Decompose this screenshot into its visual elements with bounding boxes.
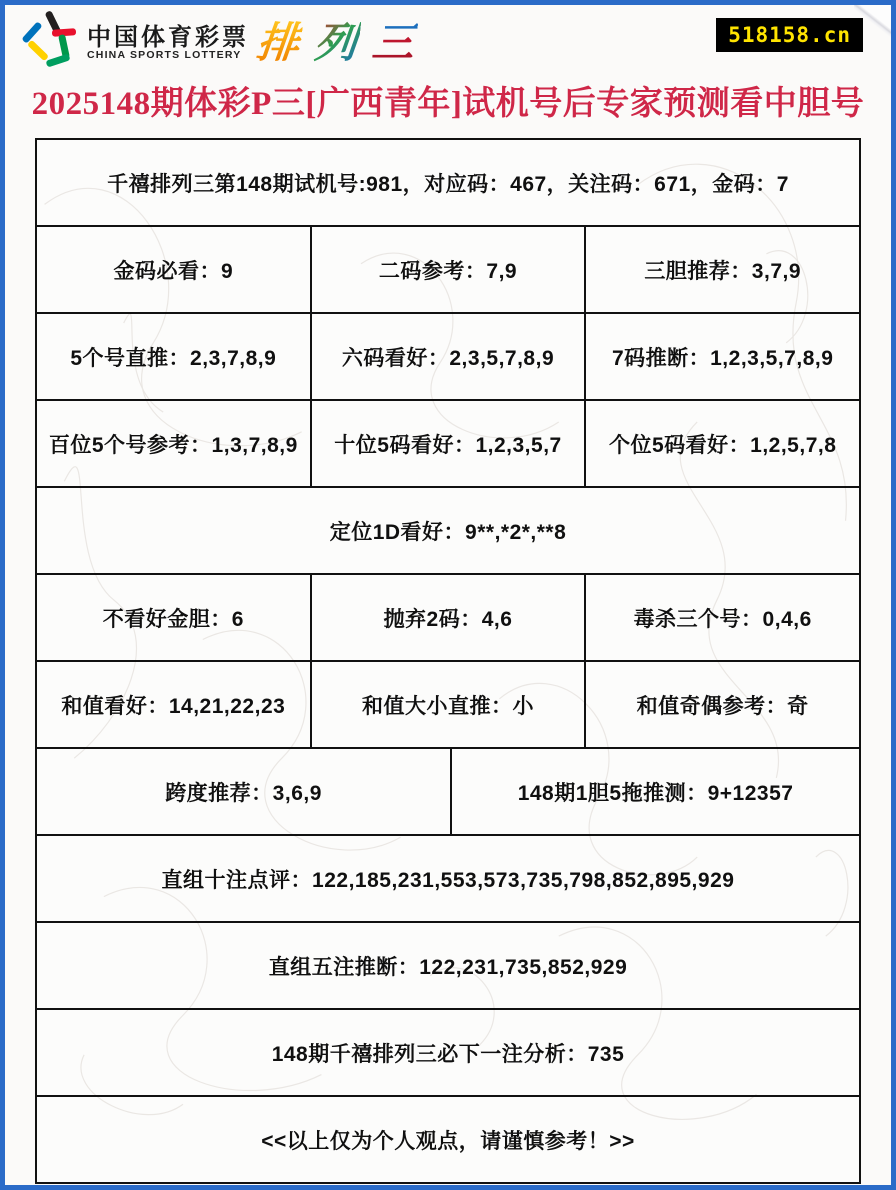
cell-seven-codes: 7码推断：1,2,3,5,7,8,9 (611, 346, 834, 370)
header (5, 5, 891, 75)
page-curl-decoration (854, 0, 896, 42)
cell-dan-tuo: 148期1胆5拖推测：9+12357 (517, 781, 794, 805)
table-row (37, 314, 859, 401)
cell-units: 个位5码看好：1,2,5,7,8 (608, 433, 837, 457)
cell-two-codes: 二码参考：7,9 (312, 227, 587, 312)
wordmark-char-2: 列 (312, 19, 362, 66)
table-row (37, 662, 859, 749)
cell-sum-size: 和值大小直推：小 (312, 662, 587, 747)
cell-kill-numbers: 毒杀三个号：0,4,6 (633, 607, 812, 631)
table-row (37, 401, 859, 488)
cell-six-codes: 六码看好：2,3,5,7,8,9 (312, 314, 587, 399)
cell-sum-parity: 和值奇偶参考：奇 (636, 694, 809, 718)
brand-name-en: CHINA SPORTS LOTTERY (87, 49, 242, 62)
cell-sum-values: 和值看好：14,21,22,23 (37, 662, 312, 747)
cell-five-picks: 直组五注推断：122,231,735,852,929 (268, 955, 628, 979)
site-url-badge: 518158.cn (716, 18, 863, 52)
china-sports-lottery-logo-icon (19, 16, 81, 70)
table-row (37, 575, 859, 662)
table-row-single-pick (37, 1010, 859, 1097)
cell-tens: 十位5码看好：1,2,3,5,7 (312, 401, 587, 486)
brand-name-cn: 中国体育彩票 (87, 23, 249, 51)
cell-gold-code: 金码必看：9 (37, 227, 312, 312)
cell-single-pick: 148期千禧排列三必下一注分析：735 (271, 1042, 625, 1066)
cell-discard-codes: 抛弃2码：4,6 (312, 575, 587, 660)
cell-three-dan: 三胆推荐：3,7,9 (644, 259, 802, 283)
page-title: 2025148期体彩P三[广西青年]试机号后专家预测看中胆号 (31, 86, 865, 122)
table-row-disclaimer (37, 1097, 859, 1182)
cell-ten-picks: 直组十注点评：122,185,231,553,573,735,798,852,895,929 (161, 868, 735, 892)
table-row-ten-picks (37, 836, 859, 923)
cell-test-number: 千禧排列三第148期试机号:981，对应码：467，关注码：671，金码：7 (107, 172, 789, 196)
table-row (37, 227, 859, 314)
cell-five-direct: 5个号直推：2,3,7,8,9 (37, 314, 312, 399)
cell-span-recommend: 跨度推荐：3,6,9 (37, 749, 452, 834)
cell-position-1d: 定位1D看好：9**,*2*,**8 (329, 520, 567, 544)
logo-stick-green2 (46, 53, 71, 67)
wordmark-char-3: 三 (369, 19, 419, 66)
brand-text (87, 25, 249, 61)
logo-stick-yellow (27, 40, 49, 62)
table-row-position-1d (37, 488, 859, 575)
cell-unfavored-dan: 不看好金胆：6 (37, 575, 312, 660)
wordmark-char-1: 排 (254, 19, 304, 66)
table-row-five-picks (37, 923, 859, 1010)
table-row-test-number (37, 140, 859, 227)
pailiesan-wordmark (254, 19, 419, 66)
prediction-table (35, 138, 861, 1184)
table-row (37, 749, 859, 836)
cell-hundreds: 百位5个号参考：1,3,7,8,9 (37, 401, 312, 486)
cell-disclaimer: <<以上仅为个人观点，请谨慎参考！>> (261, 1129, 635, 1153)
